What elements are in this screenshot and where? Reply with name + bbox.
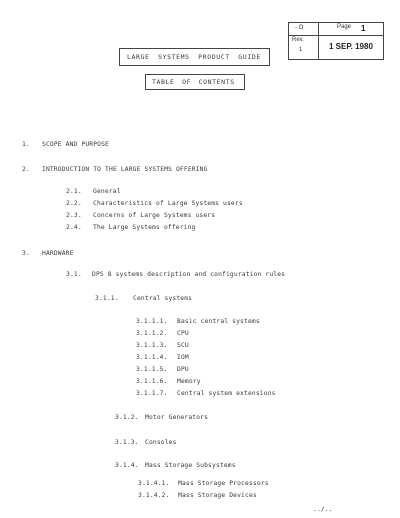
stamp-page-number: 1 (361, 24, 366, 33)
toc-num: 3. (22, 250, 30, 257)
stamp-rev-label: Rev. (292, 37, 304, 43)
toc-entry-2-4 (66, 224, 195, 231)
toc-text: HARDWARE (42, 250, 74, 257)
toc-num: 3.1.1. (95, 295, 119, 302)
toc-num: 3.1.4.1. (138, 480, 170, 487)
toc-num: 3.1.3. (115, 439, 139, 446)
toc-entry-3-1 (66, 271, 285, 278)
toc-text: SCU (177, 342, 189, 349)
toc-entry-2-1 (66, 188, 121, 195)
toc-num: 3.1.1.4. (136, 354, 168, 361)
toc-num: 3.1.1.6. (136, 378, 168, 385)
toc-text: Central system extensions (177, 390, 276, 397)
toc-text: SCOPE AND PURPOSE (42, 141, 109, 148)
toc-text: Mass Storage Processors (178, 480, 269, 487)
toc-num: 2.3. (66, 212, 82, 219)
toc-entry-3-1-2 (115, 414, 208, 421)
continuation-marker: ../.. (313, 506, 333, 513)
toc-entry-3-1-1-5 (136, 366, 189, 373)
toc-num: 3.1.1.1. (136, 318, 168, 325)
toc-heading-box (145, 74, 245, 90)
toc-num: 2.1. (66, 188, 82, 195)
toc-text: Motor Generators (145, 414, 209, 421)
toc-text: Central systems (133, 295, 193, 302)
toc-text: IOM (177, 354, 189, 361)
stamp-date: 1 SEP. 1980 (329, 42, 373, 51)
stamp-divider-vertical (318, 23, 319, 60)
toc-entry-3-1-1-6 (136, 378, 201, 385)
toc-entry-3-1-1 (95, 295, 192, 302)
toc-entry-3-1-3 (115, 439, 177, 446)
toc-num: 3.1.4. (115, 462, 139, 469)
toc-entry-2 (22, 166, 208, 173)
toc-entry-1 (22, 141, 109, 148)
toc-num: 3.1.1.5. (136, 366, 168, 373)
document-title: LARGE SYSTEMS PRODUCT GUIDE (127, 53, 261, 61)
toc-num: 3.1. (66, 271, 82, 278)
toc-heading: TABLE OF CONTENTS (152, 78, 235, 86)
toc-num: 3.1.1.2. (136, 330, 168, 337)
toc-text: Mass Storage Devices (178, 492, 257, 499)
stamp-rev-number: 1 (299, 47, 303, 53)
toc-num: 2.2. (66, 200, 82, 207)
toc-entry-3-1-4-2 (138, 492, 257, 499)
toc-num: 1. (22, 141, 30, 148)
toc-text: INTRODUCTION TO THE LARGE SYSTEMS OFFERING (42, 166, 208, 173)
toc-entry-3-1-4 (115, 462, 236, 469)
page-stamp (288, 22, 384, 60)
toc-text: Concerns of Large Systems users (93, 212, 216, 219)
toc-text: Consoles (145, 439, 177, 446)
toc-entry-3-1-1-2 (136, 330, 189, 337)
toc-num: 2. (22, 166, 30, 173)
toc-text: CPU (177, 330, 189, 337)
toc-num: 3.1.2. (115, 414, 139, 421)
toc-entry-3-1-1-1 (136, 318, 260, 325)
toc-text: General (93, 188, 121, 195)
toc-num: 2.4. (66, 224, 82, 231)
toc-entry-2-2 (66, 200, 243, 207)
toc-num: 3.1.1.3. (136, 342, 168, 349)
toc-text: Memory (177, 378, 201, 385)
toc-entry-3 (22, 250, 74, 257)
toc-text: The Large Systems offering (93, 224, 196, 231)
toc-entry-3-1-1-3 (136, 342, 189, 349)
toc-text: Characteristics of Large Systems users (93, 200, 243, 207)
toc-entry-3-1-1-4 (136, 354, 189, 361)
toc-entry-2-3 (66, 212, 215, 219)
toc-entry-3-1-4-1 (138, 480, 269, 487)
stamp-top-left: - O (295, 25, 304, 31)
toc-text: Basic central systems (177, 318, 260, 325)
toc-text: DPS 8 systems description and configuration rules (92, 271, 286, 278)
toc-num: 3.1.4.2. (138, 492, 170, 499)
stamp-divider-horizontal (289, 35, 384, 36)
stamp-page-label: Page (337, 24, 352, 30)
toc-num: 3.1.1.7. (136, 390, 168, 397)
toc-entry-3-1-1-7 (136, 390, 276, 397)
toc-text: Mass Storage Subsystems (145, 462, 236, 469)
document-title-box (119, 48, 270, 66)
toc-text: DPU (177, 366, 189, 373)
